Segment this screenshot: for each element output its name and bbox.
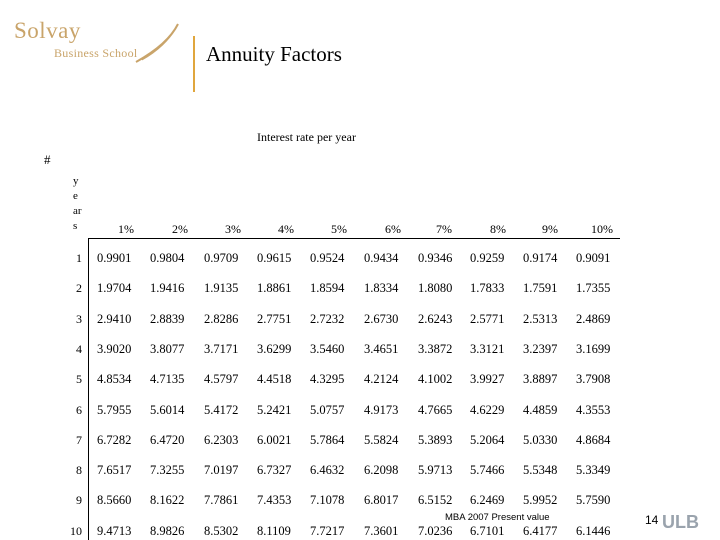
annuity-factor-cell: 8.5302: [204, 523, 239, 538]
annuity-factor-cell: 4.8534: [97, 372, 132, 387]
solvay-logo: [14, 18, 184, 78]
rate-column-header: 8%: [490, 222, 506, 236]
annuity-factor-cell: 2.9410: [97, 311, 132, 326]
annuity-factor-cell: 0.9615: [257, 251, 292, 265]
ulb-logo-text: ULB: [662, 512, 699, 532]
annuity-factor-cell: 6.7327: [257, 463, 292, 478]
annuity-factor-cell: 6.1446: [576, 523, 611, 538]
annuity-factor-cell: 3.8897: [523, 372, 558, 387]
annuity-factor-cell: 3.4651: [364, 341, 399, 356]
annuity-factor-cell: 7.7861: [204, 493, 239, 508]
annuity-factor-cell: 4.4518: [257, 372, 292, 387]
annuity-factor-cell: 5.5348: [523, 463, 558, 478]
annuity-factor-cell: 5.2421: [257, 402, 292, 417]
annuity-factor-cell: 5.7955: [97, 402, 132, 417]
annuity-factor-cell: 6.0021: [257, 432, 292, 447]
annuity-factor-cell: 8.1109: [257, 523, 291, 538]
rate-column-header: 4%: [278, 222, 294, 236]
annuity-factor-cell: 4.6229: [470, 402, 505, 417]
annuity-factor-cell: 7.7217: [310, 523, 345, 538]
year-number: 10: [70, 523, 82, 538]
logo-sub-text: Business School: [54, 46, 138, 60]
annuity-factor-cell: 7.0197: [204, 463, 239, 478]
rate-header: Interest rate per year: [257, 130, 356, 144]
annuity-factor-cell: 2.8839: [150, 311, 185, 326]
annuity-factor-cell: 5.7466: [470, 463, 505, 478]
rate-column-header: 9%: [542, 222, 558, 236]
years-label: [73, 174, 87, 234]
annuity-factor-cell: 1.9704: [97, 281, 132, 296]
years-label-part: e: [73, 190, 78, 202]
annuity-factor-cell: 0.9709: [204, 251, 239, 265]
annuity-factor-cell: 5.3893: [418, 432, 453, 447]
annuity-factor-cell: 2.6730: [364, 311, 399, 326]
page-title: Annuity Factors: [206, 42, 342, 66]
annuity-factor-cell: 6.7101: [470, 523, 505, 538]
annuity-factor-cell: 0.9259: [470, 251, 505, 265]
annuity-factor-cell: 4.7135: [150, 372, 185, 387]
rate-column-header: 5%: [331, 222, 347, 236]
year-number: 7: [76, 432, 82, 447]
year-number: 1: [76, 251, 82, 265]
annuity-factor-cell: 7.6517: [97, 463, 132, 478]
annuity-factor-cell: 1.8861: [257, 281, 292, 296]
rate-column-header: 10%: [591, 222, 613, 236]
logo-main-text: Solvay: [14, 18, 81, 43]
year-number: 4: [76, 341, 82, 356]
hash-label: #: [44, 152, 51, 167]
annuity-factor-cell: 2.8286: [204, 311, 239, 326]
annuity-factor-cell: 5.0330: [523, 432, 558, 447]
annuity-factor-cell: 4.3553: [576, 402, 611, 417]
annuity-factor-cell: 1.8080: [418, 281, 453, 296]
years-label-part: s: [73, 220, 78, 232]
annuity-factor-cell: 5.6014: [150, 402, 185, 417]
annuity-factor-cell: 6.2303: [204, 432, 239, 447]
annuity-factor-cell: 6.4720: [150, 432, 185, 447]
rate-column-header: 7%: [436, 222, 452, 236]
annuity-factor-cell: 3.2397: [523, 341, 558, 356]
annuity-factor-cell: 3.3121: [470, 341, 505, 356]
title-divider: [193, 36, 195, 92]
ulb-logo: [660, 509, 708, 533]
annuity-factor-cell: 3.7908: [576, 372, 611, 387]
annuity-factor-cell: 8.5660: [97, 493, 132, 508]
annuity-factor-cell: 3.5460: [310, 341, 345, 356]
table-vertical-rule: [88, 238, 89, 540]
annuity-factor-cell: 6.8017: [364, 493, 399, 508]
annuity-factor-cell: 3.9020: [97, 341, 132, 356]
annuity-factor-cell: 1.9135: [204, 281, 239, 296]
annuity-factor-cell: 4.2124: [364, 372, 399, 387]
rate-column-header: 3%: [225, 222, 241, 236]
annuity-factor-cell: 2.4869: [576, 311, 611, 326]
annuity-factor-cell: 5.9952: [523, 493, 558, 508]
logo-swoosh-icon: [132, 22, 182, 66]
annuity-factor-cell: 8.1622: [150, 493, 185, 508]
annuity-factor-cell: 5.5824: [364, 432, 399, 447]
page-number: 14: [645, 513, 659, 527]
annuity-factor-cell: 1.8334: [364, 281, 399, 296]
annuity-factor-cell: 7.3255: [150, 463, 185, 478]
annuity-factor-cell: 0.9174: [523, 251, 558, 265]
year-number: 9: [76, 493, 82, 508]
annuity-factor-cell: 4.5797: [204, 372, 239, 387]
year-number: 3: [76, 311, 82, 326]
annuity-factor-cell: 6.4177: [523, 523, 558, 538]
rate-column-header: 1%: [118, 222, 134, 236]
annuity-factor-cell: 1.9416: [150, 281, 185, 296]
annuity-factor-cell: 1.7833: [470, 281, 505, 296]
annuity-factor-cell: 0.9434: [364, 251, 399, 265]
annuity-factor-cell: 0.9524: [310, 251, 345, 265]
annuity-factor-cell: 6.7282: [97, 432, 132, 447]
table-horizontal-rule: [88, 238, 620, 239]
annuity-factor-cell: 7.3601: [364, 523, 399, 538]
annuity-factor-cell: 4.8684: [576, 432, 611, 447]
annuity-factor-cell: 1.8594: [310, 281, 345, 296]
annuity-factor-cell: 6.5152: [418, 493, 453, 508]
annuity-factor-cell: 7.4353: [257, 493, 292, 508]
annuity-factor-cell: 5.0757: [310, 402, 345, 417]
annuity-factor-cell: 3.8077: [150, 341, 185, 356]
footer-text: MBA 2007 Present value: [445, 512, 550, 523]
annuity-factor-cell: 4.4859: [523, 402, 558, 417]
annuity-factor-cell: 2.6243: [418, 311, 453, 326]
annuity-factor-cell: 3.9927: [470, 372, 505, 387]
annuity-factor-cell: 2.7751: [257, 311, 292, 326]
annuity-factor-cell: 2.5771: [470, 311, 505, 326]
annuity-factor-cell: 2.7232: [310, 311, 345, 326]
year-number: 2: [76, 281, 82, 296]
annuity-factor-cell: 8.9826: [150, 523, 185, 538]
annuity-factor-cell: 6.2469: [470, 493, 505, 508]
annuity-factor-cell: 1.7591: [523, 281, 558, 296]
annuity-factor-cell: 6.4632: [310, 463, 345, 478]
years-label-part: ar: [73, 205, 82, 217]
annuity-factor-cell: 0.9804: [150, 251, 185, 265]
annuity-factor-cell: 0.9901: [97, 251, 132, 265]
annuity-factor-cell: 4.7665: [418, 402, 453, 417]
year-number: 6: [76, 402, 82, 417]
annuity-factor-cell: 3.3872: [418, 341, 453, 356]
annuity-factor-cell: 3.6299: [257, 341, 292, 356]
annuity-factor-cell: 5.3349: [576, 463, 611, 478]
annuity-factor-cell: 5.2064: [470, 432, 505, 447]
annuity-factor-cell: 5.7864: [310, 432, 345, 447]
annuity-factor-cell: 7.0236: [418, 523, 453, 538]
rate-column-header: 2%: [172, 222, 188, 236]
annuity-factor-cell: 6.2098: [364, 463, 399, 478]
years-label-part: y: [73, 175, 79, 187]
annuity-factor-cell: 3.7171: [204, 341, 239, 356]
rate-column-header: 6%: [385, 222, 401, 236]
annuity-factor-cell: 1.7355: [576, 281, 611, 296]
annuity-factor-cell: 0.9346: [418, 251, 453, 265]
annuity-factor-cell: 0.9091: [576, 251, 611, 265]
annuity-factor-cell: 4.9173: [364, 402, 399, 417]
annuity-factor-cell: 9.4713: [97, 523, 132, 538]
annuity-factor-cell: 5.7590: [576, 493, 611, 508]
year-number: 8: [76, 463, 82, 478]
annuity-factor-cell: 2.5313: [523, 311, 558, 326]
year-number: 5: [76, 372, 82, 387]
annuity-factor-cell: 7.1078: [310, 493, 345, 508]
annuity-factor-cell: 3.1699: [576, 341, 611, 356]
annuity-factor-cell: 4.3295: [310, 372, 345, 387]
annuity-factor-cell: 5.4172: [204, 402, 239, 417]
annuity-factor-cell: 4.1002: [418, 372, 453, 387]
annuity-factor-cell: 5.9713: [418, 463, 453, 478]
